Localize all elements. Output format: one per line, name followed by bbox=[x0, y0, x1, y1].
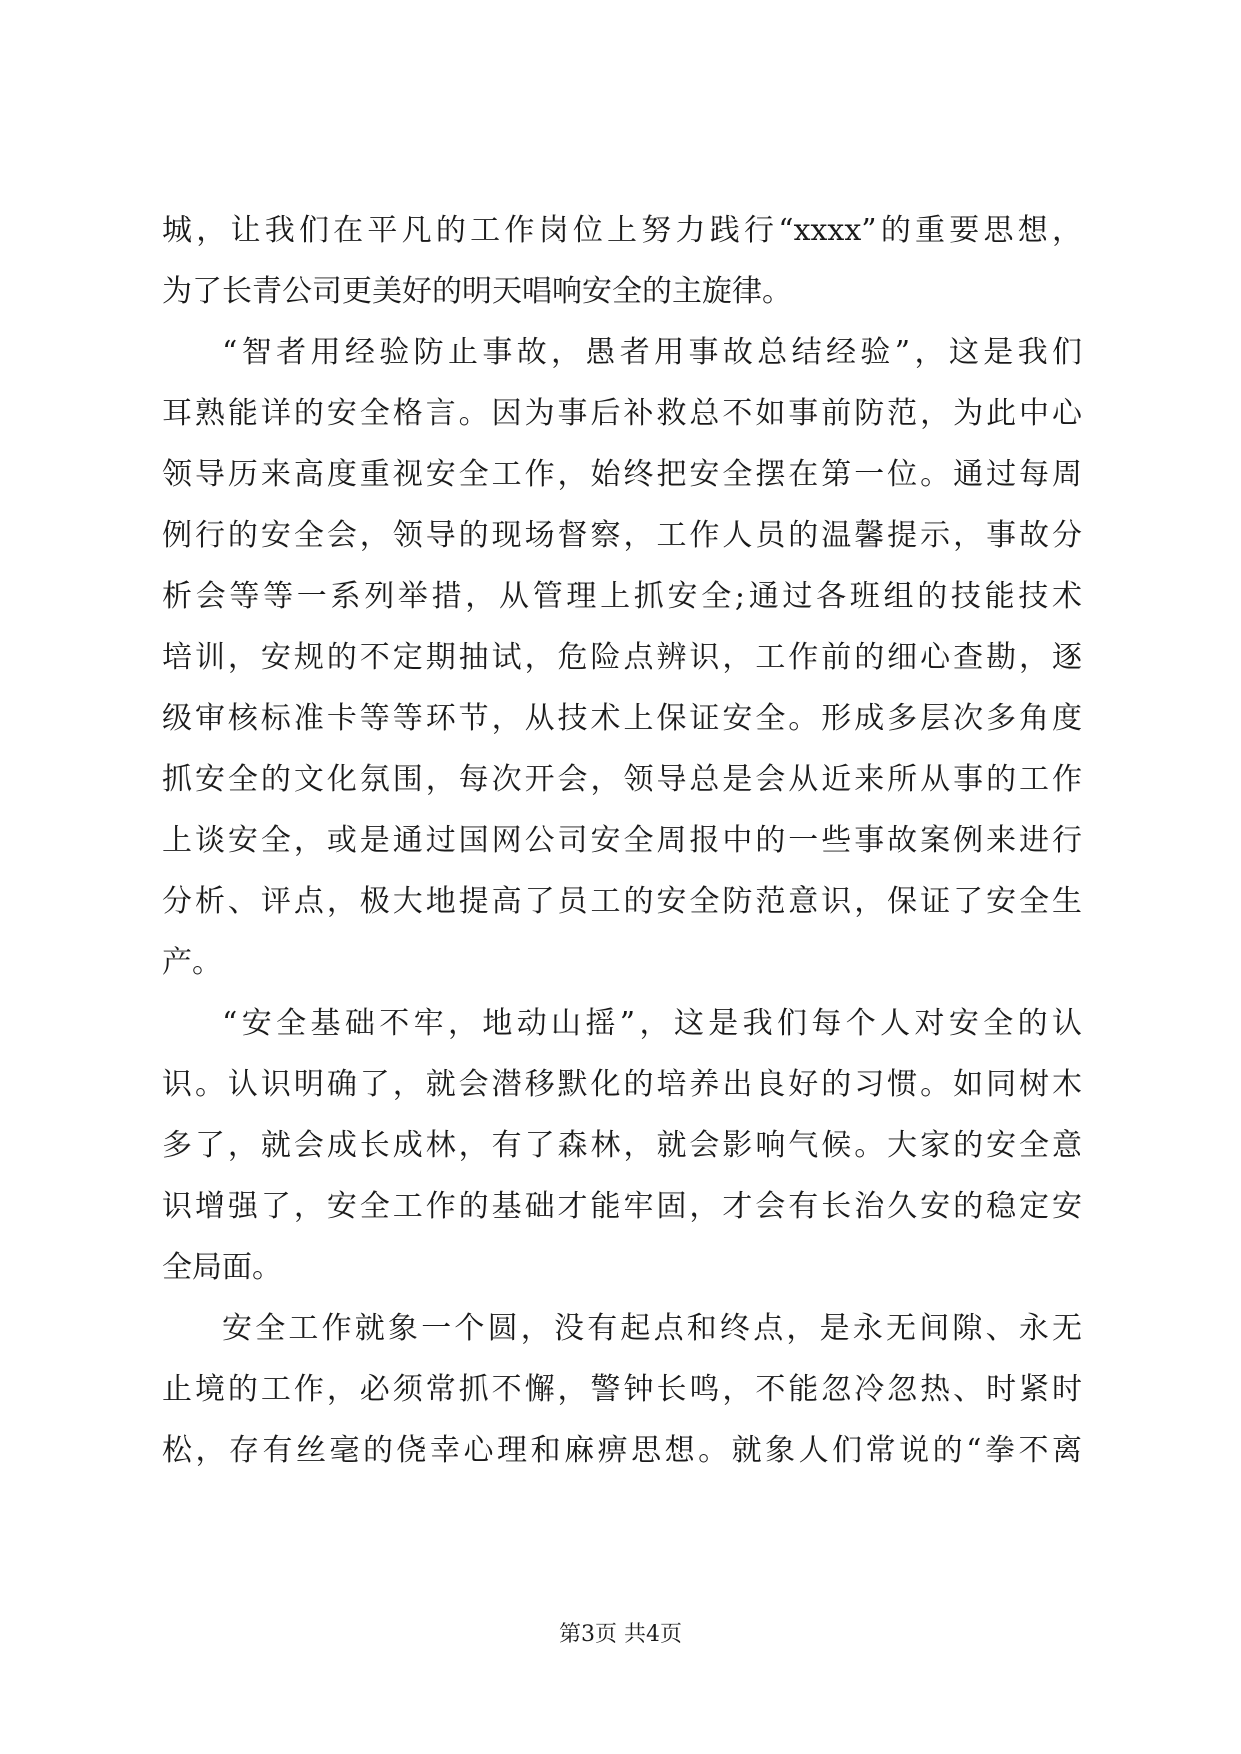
text-line: 例行的安全会，领导的现场督察，工作人员的温馨提示，事故分 bbox=[162, 518, 1082, 553]
text-line: “智者用经验防止事故，愚者用事故总结经验”，这是我们 bbox=[222, 335, 1082, 370]
text-line: 抓安全的文化氛围，每次开会，领导总是会从近来所从事的工作 bbox=[162, 762, 1082, 797]
text-line: 分析、评点，极大地提高了员工的安全防范意识，保证了安全生 bbox=[162, 884, 1082, 919]
page-footer: 第3页 共4页 bbox=[559, 1622, 682, 1647]
text-line: 全局面。 bbox=[162, 1250, 282, 1285]
text-line: 松，存有丝毫的侥幸心理和麻痹思想。就象人们常说的“拳不离 bbox=[162, 1433, 1082, 1468]
text-line: 级审核标准卡等等环节，从技术上保证安全。形成多层次多角度 bbox=[162, 701, 1082, 736]
text-line: 止境的工作，必须常抓不懈，警钟长鸣，不能忽冷忽热、时紧时 bbox=[162, 1372, 1082, 1407]
text-line: 城，让我们在平凡的工作岗位上努力践行“xxxx”的重要思想， bbox=[162, 213, 1082, 248]
document-body bbox=[162, 200, 1082, 1481]
text-line: 产。 bbox=[162, 945, 222, 980]
text-line: 识增强了，安全工作的基础才能牢固，才会有长治久安的稳定安 bbox=[162, 1189, 1082, 1224]
text-line: 析会等等一系列举措，从管理上抓安全;通过各班组的技能技术 bbox=[162, 579, 1082, 614]
text-line: 耳熟能详的安全格言。因为事后补救总不如事前防范，为此中心 bbox=[162, 396, 1082, 431]
text-line: 为了长青公司更美好的明天唱响安全的主旋律。 bbox=[162, 274, 792, 309]
text-line: 多了，就会成长成林，有了森林，就会影响气候。大家的安全意 bbox=[162, 1128, 1082, 1163]
text-line: 识。认识明确了，就会潜移默化的培养出良好的习惯。如同树木 bbox=[162, 1067, 1082, 1102]
text-line: 安全工作就象一个圆，没有起点和终点，是永无间隙、永无 bbox=[222, 1311, 1082, 1346]
text-line: 上谈安全，或是通过国网公司安全周报中的一些事故案例来进行 bbox=[162, 823, 1082, 858]
text-line: 培训，安规的不定期抽试，危险点辨识，工作前的细心查勘，逐 bbox=[162, 640, 1082, 675]
text-line: 领导历来高度重视安全工作，始终把安全摆在第一位。通过每周 bbox=[162, 457, 1082, 492]
text-line: “安全基础不牢，地动山摇”，这是我们每个人对安全的认 bbox=[222, 1006, 1082, 1041]
